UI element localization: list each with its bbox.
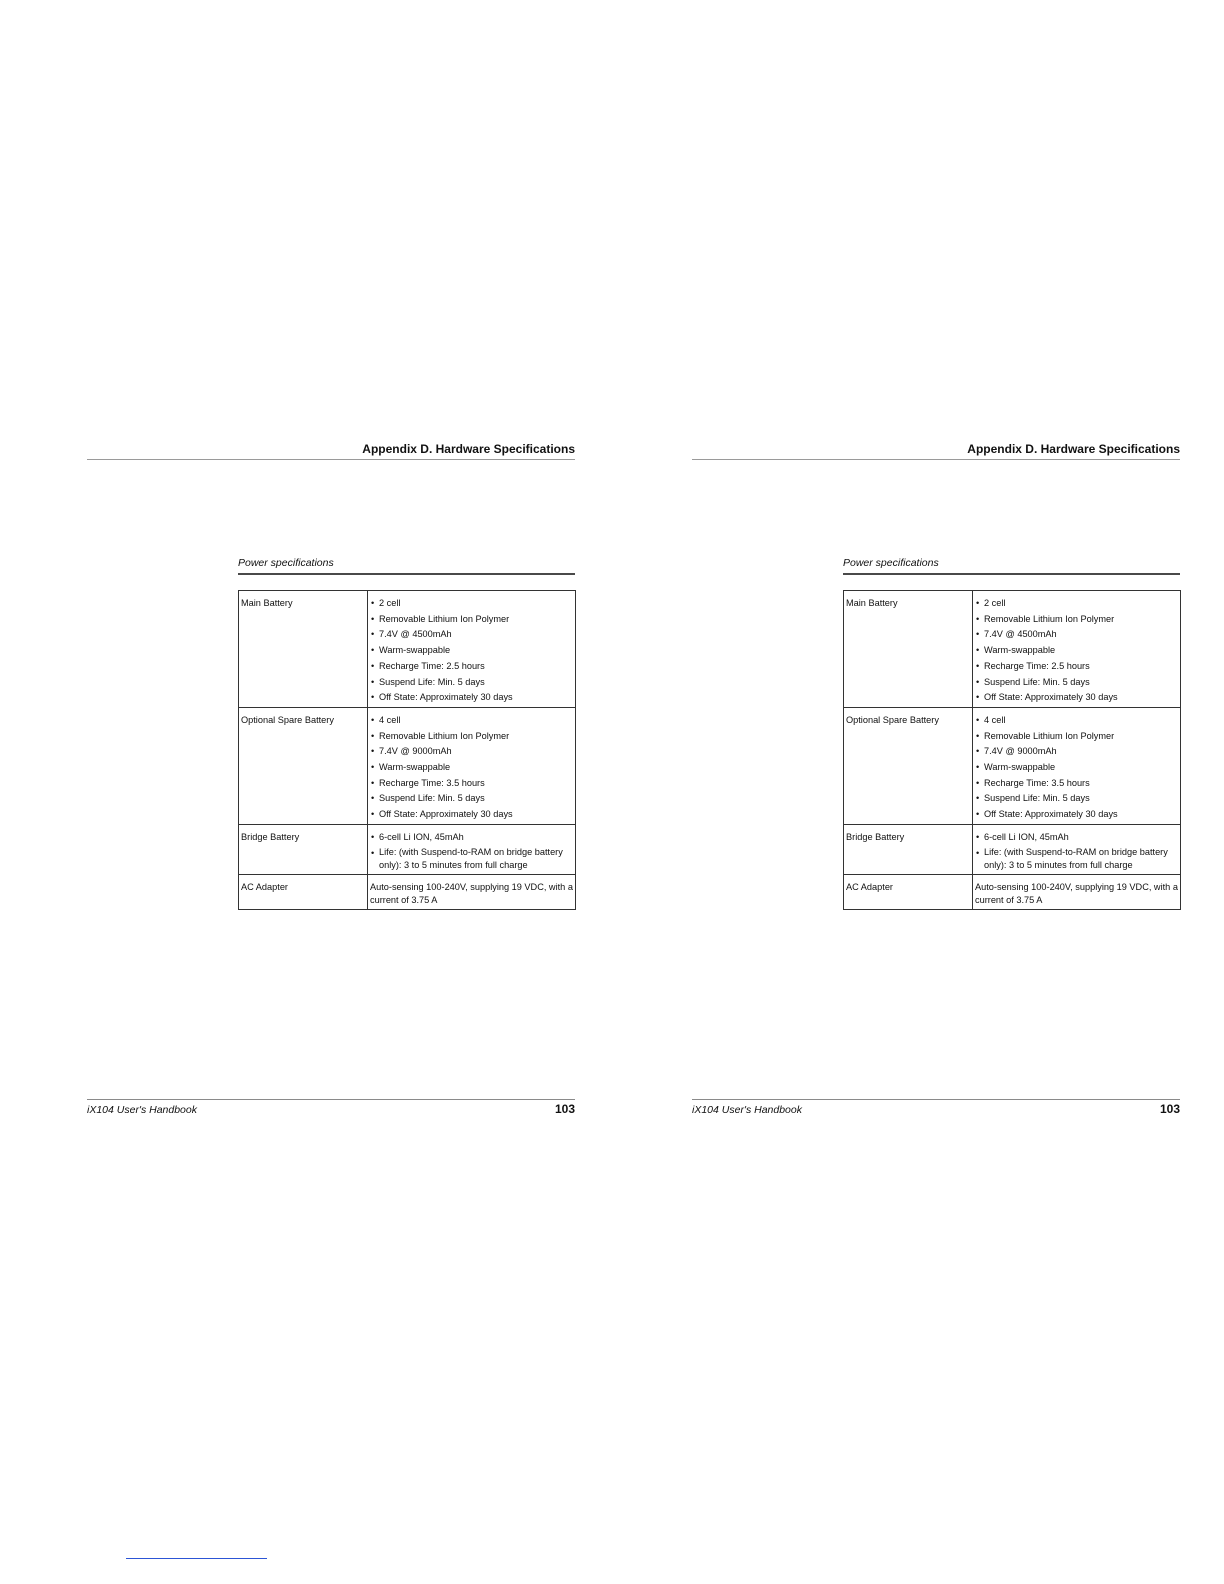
list-item-text: Recharge Time: 3.5 hours	[379, 777, 485, 788]
list-item	[370, 807, 573, 823]
list-item	[370, 744, 573, 760]
table-row	[844, 875, 1181, 910]
list-item	[975, 830, 1178, 846]
right-page	[605, 0, 1217, 1584]
list-item	[370, 791, 573, 807]
list-item-text: Removable Lithium Ion Polymer	[984, 613, 1115, 624]
bullet-icon: •	[371, 762, 375, 773]
row-values	[973, 875, 1181, 910]
table-row	[844, 591, 1181, 708]
bullet-icon: •	[371, 676, 375, 687]
table-row	[239, 707, 576, 824]
bullet-icon: •	[976, 777, 980, 788]
row-values	[368, 824, 576, 874]
footer-title: iX104 User's Handbook	[692, 1104, 802, 1116]
list-item	[370, 760, 573, 776]
list-item	[975, 776, 1178, 792]
row-value-text: Auto-sensing 100-240V, supplying 19 VDC, with a current of 3.75 A	[370, 882, 573, 906]
bullet-icon: •	[976, 613, 980, 624]
list-item-text: Suspend Life: Min. 5 days	[984, 793, 1090, 804]
power-specifications-table	[843, 590, 1181, 910]
list-item	[370, 643, 573, 659]
bullet-icon: •	[371, 629, 375, 640]
bullet-icon: •	[371, 847, 375, 858]
list-item-text: 7.4V @ 9000mAh	[984, 746, 1057, 757]
bullet-icon: •	[976, 660, 980, 671]
list-item-text: Suspend Life: Min. 5 days	[984, 676, 1090, 687]
bullet-icon: •	[976, 847, 980, 858]
bullet-icon: •	[976, 676, 980, 687]
row-values	[368, 875, 576, 910]
row-values	[368, 707, 576, 824]
list-item-text: Recharge Time: 2.5 hours	[379, 660, 485, 671]
list-item-text: 4 cell	[379, 714, 401, 725]
row-values	[973, 824, 1181, 874]
list-item	[975, 596, 1178, 612]
list-item	[975, 659, 1178, 675]
list-item-text: Off State: Approximately 30 days	[379, 809, 513, 820]
list-item	[975, 729, 1178, 745]
running-head: Appendix D. Hardware Specifications	[692, 441, 1180, 460]
list-item	[975, 760, 1178, 776]
list-item-text: 2 cell	[379, 598, 401, 608]
table-caption: Power specifications	[238, 556, 575, 575]
list-item-text: 7.4V @ 4500mAh	[379, 629, 452, 640]
stray-blue-rule	[126, 1558, 267, 1559]
footer-rule	[87, 1099, 575, 1100]
row-values	[973, 707, 1181, 824]
bullet-icon: •	[976, 598, 980, 608]
list-item-text: 6-cell Li ION, 45mAh	[379, 831, 464, 842]
bullet-icon: •	[371, 793, 375, 804]
list-item	[370, 830, 573, 846]
bullet-icon: •	[371, 809, 375, 820]
list-item	[370, 713, 573, 729]
table-row	[239, 875, 576, 910]
list-item-text: Warm-swappable	[984, 762, 1056, 773]
list-item	[975, 744, 1178, 760]
table-row	[239, 591, 576, 708]
bullet-icon: •	[976, 645, 980, 656]
page-number: 103	[1159, 1102, 1180, 1116]
row-values	[973, 591, 1181, 708]
list-item-text: 7.4V @ 9000mAh	[379, 746, 452, 757]
bullet-icon: •	[371, 692, 375, 703]
bullet-list	[370, 596, 573, 706]
table-row	[239, 824, 576, 874]
bullet-icon: •	[976, 831, 980, 842]
list-item-text: 2 cell	[984, 598, 1006, 608]
list-item-text: Recharge Time: 3.5 hours	[984, 777, 1090, 788]
list-item	[975, 643, 1178, 659]
bullet-icon: •	[976, 809, 980, 820]
list-item-text: 6-cell Li ION, 45mAh	[984, 831, 1069, 842]
list-item-text: Suspend Life: Min. 5 days	[379, 793, 485, 804]
row-label: Main Battery	[844, 591, 973, 708]
bullet-icon: •	[976, 714, 980, 725]
list-item-text: Removable Lithium Ion Polymer	[379, 613, 510, 624]
footer-rule	[692, 1099, 1180, 1100]
list-item-text: 7.4V @ 4500mAh	[984, 629, 1057, 640]
list-item	[370, 612, 573, 628]
list-item-text: Recharge Time: 2.5 hours	[984, 660, 1090, 671]
list-item	[975, 690, 1178, 706]
row-label: AC Adapter	[844, 875, 973, 910]
bullet-icon: •	[976, 692, 980, 703]
bullet-list	[975, 713, 1178, 823]
bullet-list	[370, 830, 573, 872]
table-caption: Power specifications	[843, 556, 1180, 575]
bullet-icon: •	[371, 831, 375, 842]
bullet-list	[975, 596, 1178, 706]
bullet-list	[370, 713, 573, 823]
list-item-text: Removable Lithium Ion Polymer	[379, 730, 510, 741]
bullet-icon: •	[371, 598, 375, 608]
list-item	[370, 729, 573, 745]
list-item-text: Warm-swappable	[984, 645, 1056, 656]
row-label: Bridge Battery	[844, 824, 973, 874]
list-item	[370, 659, 573, 675]
list-item	[975, 713, 1178, 729]
list-item	[370, 627, 573, 643]
list-item	[975, 612, 1178, 628]
list-item-text: Warm-swappable	[379, 762, 451, 773]
power-specifications-table	[238, 590, 576, 910]
row-label: Bridge Battery	[239, 824, 368, 874]
list-item-text: Warm-swappable	[379, 645, 451, 656]
bullet-icon: •	[371, 777, 375, 788]
list-item-text: Life: (with Suspend-to-RAM on bridge battery only): 3 to 5 minutes from full charge	[379, 846, 563, 870]
list-item	[975, 807, 1178, 823]
list-item	[975, 627, 1178, 643]
bullet-icon: •	[976, 730, 980, 741]
list-item	[975, 675, 1178, 691]
bullet-icon: •	[371, 730, 375, 741]
bullet-icon: •	[371, 645, 375, 656]
page-number: 103	[554, 1102, 575, 1116]
table-row	[844, 824, 1181, 874]
bullet-icon: •	[976, 762, 980, 773]
bullet-icon: •	[371, 746, 375, 757]
list-item-text: 4 cell	[984, 714, 1006, 725]
row-values	[368, 591, 576, 708]
table-row	[844, 707, 1181, 824]
bullet-icon: •	[371, 660, 375, 671]
list-item	[975, 846, 1178, 873]
list-item	[370, 846, 573, 873]
list-item-text: Suspend Life: Min. 5 days	[379, 676, 485, 687]
footer-title: iX104 User's Handbook	[87, 1104, 197, 1116]
bullet-list	[975, 830, 1178, 872]
list-item-text: Removable Lithium Ion Polymer	[984, 730, 1115, 741]
bullet-icon: •	[976, 629, 980, 640]
row-label: Optional Spare Battery	[844, 707, 973, 824]
row-value-text: Auto-sensing 100-240V, supplying 19 VDC, with a current of 3.75 A	[975, 882, 1178, 906]
row-label: AC Adapter	[239, 875, 368, 910]
list-item	[370, 776, 573, 792]
list-item-text: Off State: Approximately 30 days	[984, 692, 1118, 703]
bullet-icon: •	[371, 714, 375, 725]
list-item	[370, 690, 573, 706]
row-label: Main Battery	[239, 591, 368, 708]
bullet-icon: •	[976, 746, 980, 757]
list-item-text: Off State: Approximately 30 days	[984, 809, 1118, 820]
bullet-icon: •	[371, 613, 375, 624]
bullet-icon: •	[976, 793, 980, 804]
list-item	[370, 596, 573, 612]
running-head: Appendix D. Hardware Specifications	[87, 441, 575, 460]
row-label: Optional Spare Battery	[239, 707, 368, 824]
list-item	[975, 791, 1178, 807]
list-item-text: Off State: Approximately 30 days	[379, 692, 513, 703]
list-item	[370, 675, 573, 691]
list-item-text: Life: (with Suspend-to-RAM on bridge battery only): 3 to 5 minutes from full charge	[984, 846, 1168, 870]
